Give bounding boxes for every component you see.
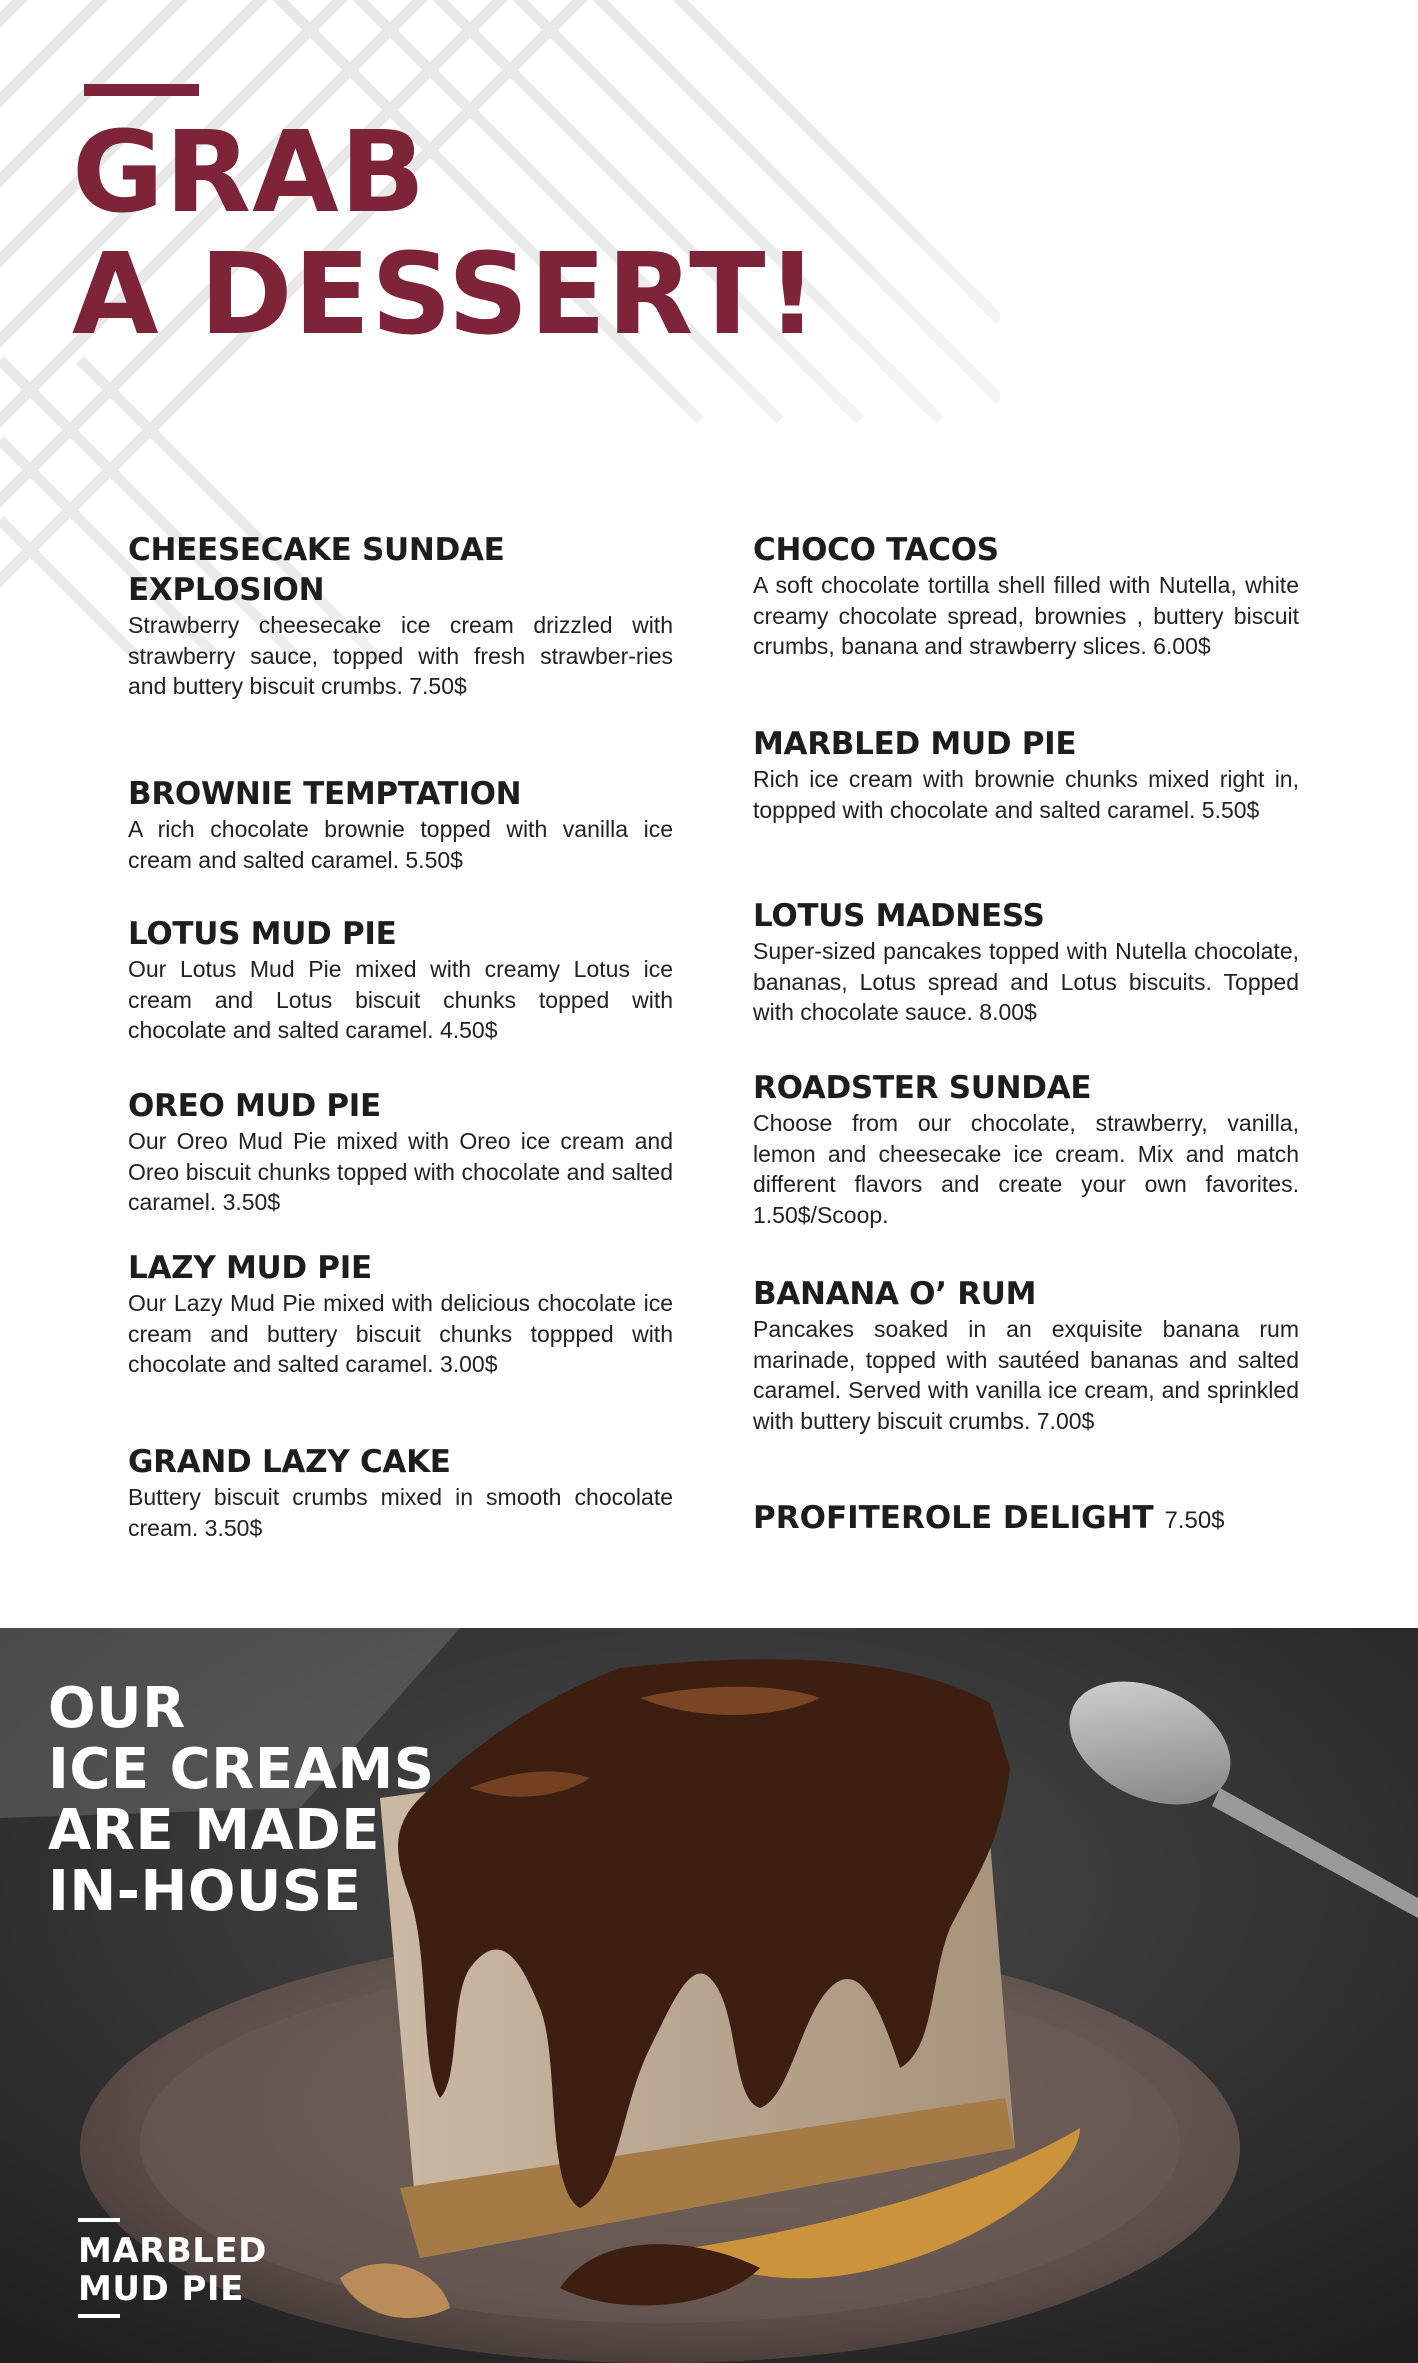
- menu-item-name: BANANA O’ RUM: [753, 1276, 1037, 1312]
- menu-item-name: OREO MUD PIE: [128, 1088, 381, 1124]
- menu-item: [753, 530, 1299, 662]
- menu-item: [128, 774, 673, 875]
- menu-item-description: Rich ice cream with brownie chunks mixed right in, toppped with chocolate and salted caramel. 5.50$: [753, 766, 1299, 823]
- menu-item-name: GRAND LAZY CAKE: [128, 1444, 451, 1480]
- menu-item: [753, 1274, 1299, 1436]
- menu-item-name: MARBLED MUD PIE: [753, 726, 1077, 762]
- menu-item: [128, 530, 673, 702]
- promo-tagline: [48, 1678, 435, 1922]
- logo-top-bar: [78, 2218, 120, 2222]
- menu-item-name: CHOCO TACOS: [753, 532, 999, 568]
- menu-item-description: A soft chocolate tortilla shell filled with Nutella, white creamy chocolate spread, brownies , buttery biscuit crumbs, banana and strawberry slices. 6.00$: [753, 572, 1299, 659]
- menu-item-description: Super-sized pancakes topped with Nutella chocolate, bananas, Lotus spread and Lotus biscuits. Topped with chocolate sauce. 8.00$: [753, 938, 1299, 1025]
- menu-item-description: Strawberry cheesecake ice cream drizzled with strawberry sauce, topped with fresh strawber-ries and buttery biscuit crumbs. 7.50$: [128, 612, 673, 699]
- menu-item-name: BROWNIE TEMPTATION: [128, 776, 522, 812]
- menu-item: [753, 724, 1299, 825]
- logo-bottom-bar: [78, 2314, 120, 2318]
- menu-item: [128, 1248, 673, 1380]
- menu-item: [128, 1442, 673, 1543]
- page-title: [72, 108, 819, 360]
- menu-item-description: Buttery biscuit crumbs mixed in smooth chocolate cream. 3.50$: [128, 1484, 673, 1541]
- menu-item-name: PROFITEROLE DELIGHT: [753, 1500, 1154, 1536]
- title-line-2: A DESSERT!: [72, 230, 819, 360]
- menu-item-name: ROADSTER SUNDAE: [753, 1070, 1092, 1106]
- menu-item: [128, 914, 673, 1046]
- menu-item-name: LOTUS MADNESS: [753, 898, 1045, 934]
- logo-text: [78, 2232, 267, 2308]
- menu-item-description: Our Oreo Mud Pie mixed with Oreo ice cream and Oreo biscuit chunks topped with chocolate and salted caramel. 3.50$: [128, 1128, 673, 1215]
- logo-line-1: MARBLED: [78, 2231, 267, 2271]
- menu-item-name: LOTUS MUD PIE: [128, 916, 397, 952]
- tagline-line-3: ARE MADE: [48, 1798, 381, 1863]
- menu-item: [128, 1086, 673, 1218]
- menu-item-description: Our Lotus Mud Pie mixed with creamy Lotus ice cream and Lotus biscuit chunks topped with chocolate and salted caramel. 4.50$: [128, 956, 673, 1043]
- menu-item-description: Our Lazy Mud Pie mixed with delicious chocolate ice cream and buttery biscuit chunks toppped with chocolate and salted caramel. 3.00$: [128, 1290, 673, 1377]
- menu-item-name: LAZY MUD PIE: [128, 1250, 372, 1286]
- menu-item-name: CHEESECAKE SUNDAE EXPLOSION: [128, 532, 505, 608]
- menu-item-description: Choose from our chocolate, strawberry, vanilla, lemon and cheesecake ice cream. Mix and match different flavors and create your own favorites. 1.50$/Scoop.: [753, 1110, 1299, 1228]
- logo-line-2: MUD PIE: [78, 2269, 244, 2309]
- tagline-line-4: IN-HOUSE: [48, 1859, 362, 1924]
- menu-item: [753, 1068, 1299, 1230]
- menu-item-price: 7.50$: [1164, 1507, 1225, 1534]
- tagline-line-1: OUR: [48, 1676, 186, 1741]
- menu-item-description: A rich chocolate brownie topped with vanilla ice cream and salted caramel. 5.50$: [128, 816, 673, 873]
- tagline-line-2: ICE CREAMS: [48, 1737, 435, 1802]
- menu-item-description: Pancakes soaked in an exquisite banana rum marinade, topped with sautéed bananas and salted caramel. Served with vanilla ice cream, and sprinkled with buttery biscuit crumbs. 7.00$: [753, 1316, 1299, 1434]
- menu-item: [753, 896, 1299, 1028]
- title-line-1: GRAB: [72, 108, 427, 238]
- headline-accent-bar: [84, 84, 199, 96]
- menu-item-name-with-price: [753, 1498, 1299, 1541]
- menu-item: [753, 1498, 1299, 1541]
